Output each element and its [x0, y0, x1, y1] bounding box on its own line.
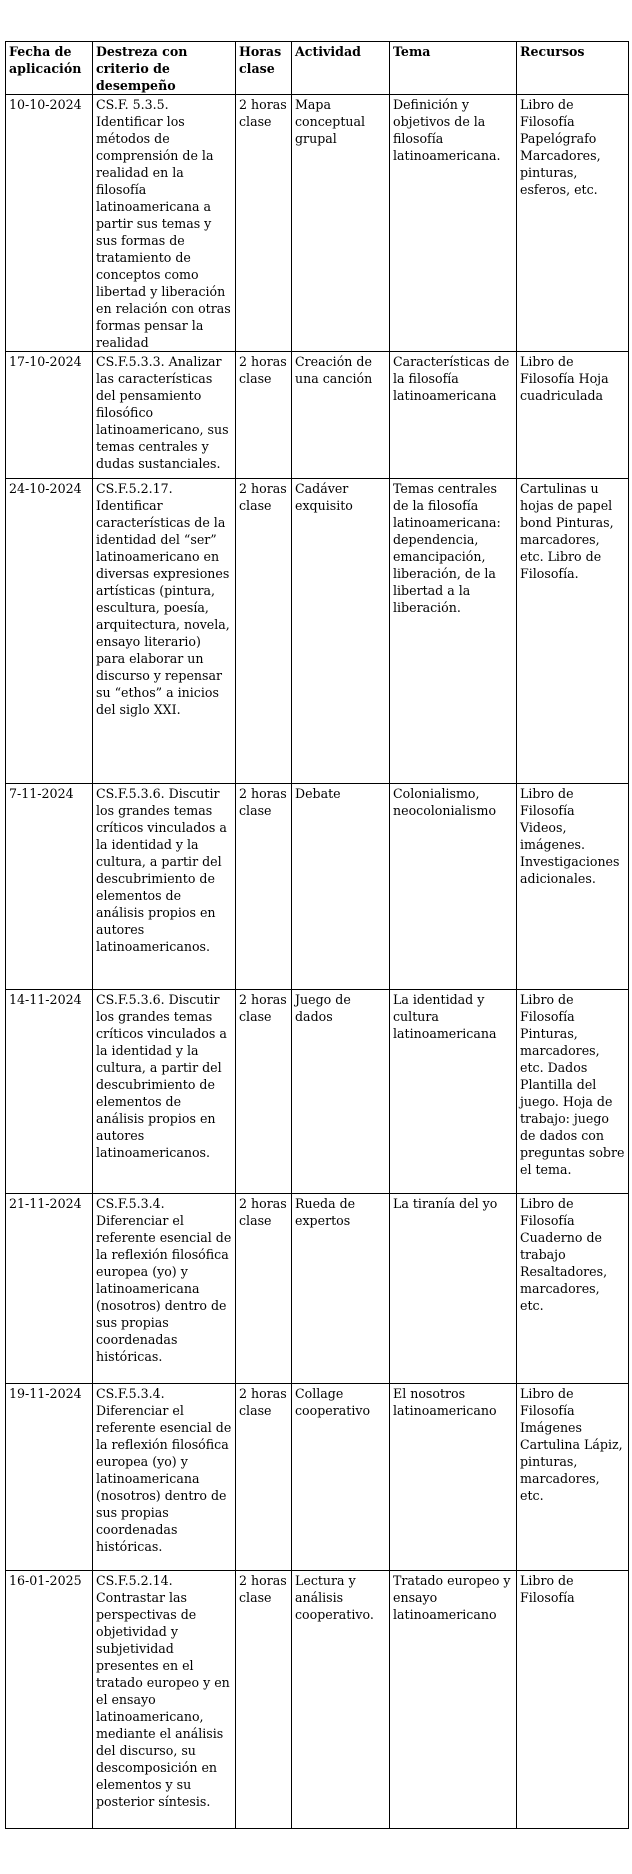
header-fecha: Fecha de aplicación: [6, 42, 93, 95]
cell-tema: Temas centrales de la filosofía latinoamericana: dependencia, emancipación, liberación, de la libertad a la liberación.: [390, 479, 517, 784]
cell-recursos: Libro de Filosofía Pinturas, marcadores, etc. Dados Plantilla del juego. Hoja de trabajo: juego de dados con preguntas sobre el tema.: [517, 990, 629, 1194]
cell-tema: La tiranía del yo: [390, 1194, 517, 1384]
cell-actividad: Debate: [292, 784, 390, 990]
header-recursos: Recursos: [517, 42, 629, 95]
cell-tema: Tratado europeo y ensayo latinoamericano: [390, 1571, 517, 1829]
table-row: [6, 1194, 629, 1384]
cell-destreza: CS.F.5.3.6. Discutir los grandes temas críticos vinculados a la identidad y la cultura, a partir del descubrimiento de elementos de análisis propios en autores latinoamericanos.: [93, 990, 236, 1194]
table-row: [6, 479, 629, 784]
cell-recursos: Libro de Filosofía Imágenes Cartulina Lápiz, pinturas, marcadores, etc.: [517, 1384, 629, 1571]
cell-fecha: 10-10-2024: [6, 95, 93, 352]
cell-horas: 2 horas clase: [236, 990, 292, 1194]
planning-table: [5, 41, 629, 1829]
table-row: [6, 1571, 629, 1829]
cell-recursos: Libro de Filosofía: [517, 1571, 629, 1829]
cell-actividad: Lectura y análisis cooperativo.: [292, 1571, 390, 1829]
cell-destreza: CS.F.5.2.14. Contrastar las perspectivas de objetividad y subjetividad presentes en el tratado europeo y en el ensayo latinoamericano, mediante el análisis del discurso, su descomposición en elementos y su posterior síntesis.: [93, 1571, 236, 1829]
cell-horas: 2 horas clase: [236, 95, 292, 352]
cell-actividad: Mapa conceptual grupal: [292, 95, 390, 352]
header-horas: Horas clase: [236, 42, 292, 95]
cell-horas: 2 horas clase: [236, 1194, 292, 1384]
cell-actividad: Rueda de expertos: [292, 1194, 390, 1384]
cell-fecha: 17-10-2024: [6, 352, 93, 479]
table-row: [6, 1384, 629, 1571]
table-row: [6, 990, 629, 1194]
planning-table-container: [5, 41, 629, 1829]
cell-horas: 2 horas clase: [236, 479, 292, 784]
cell-actividad: Collage cooperativo: [292, 1384, 390, 1571]
cell-recursos: Cartulinas u hojas de papel bond Pinturas, marcadores, etc. Libro de Filosofía.: [517, 479, 629, 784]
cell-destreza: CS.F.5.3.6. Discutir los grandes temas críticos vinculados a la identidad y la cultura, a partir del descubrimiento de elementos de análisis propios en autores latinoamericanos.: [93, 784, 236, 990]
cell-fecha: 7-11-2024: [6, 784, 93, 990]
table-row: [6, 352, 629, 479]
table-row: [6, 784, 629, 990]
cell-horas: 2 horas clase: [236, 784, 292, 990]
cell-horas: 2 horas clase: [236, 1384, 292, 1571]
cell-destreza: CS.F.5.3.3. Analizar las características del pensamiento filosófico latinoamericano, sus temas centrales y dudas sustanciales.: [93, 352, 236, 479]
header-destreza: Destreza con criterio de desempeño: [93, 42, 236, 95]
cell-horas: 2 horas clase: [236, 352, 292, 479]
cell-tema: Colonialismo, neocolonialismo: [390, 784, 517, 990]
cell-fecha: 16-01-2025: [6, 1571, 93, 1829]
cell-fecha: 14-11-2024: [6, 990, 93, 1194]
cell-tema: Definición y objetivos de la filosofía latinoamericana.: [390, 95, 517, 352]
cell-tema: El nosotros latinoamericano: [390, 1384, 517, 1571]
cell-destreza: CS.F.5.3.4. Diferenciar el referente esencial de la reflexión filosófica europea (yo) y latinoamericana (nosotros) dentro de sus propias coordenadas históricas.: [93, 1194, 236, 1384]
header-tema: Tema: [390, 42, 517, 95]
cell-actividad: Cadáver exquisito: [292, 479, 390, 784]
cell-destreza: CS.F. 5.3.5. Identificar los métodos de comprensión de la realidad en la filosofía latinoamericana a partir sus temas y sus formas de tratamiento de conceptos como libertad y liberación en relación con otras formas pensar la realidad: [93, 95, 236, 352]
cell-actividad: Creación de una canción: [292, 352, 390, 479]
table-row: [6, 95, 629, 352]
cell-horas: 2 horas clase: [236, 1571, 292, 1829]
cell-tema: La identidad y cultura latinoamericana: [390, 990, 517, 1194]
cell-destreza: CS.F.5.3.4. Diferenciar el referente esencial de la reflexión filosófica europea (yo) y latinoamericana (nosotros) dentro de sus propias coordenadas históricas.: [93, 1384, 236, 1571]
cell-fecha: 19-11-2024: [6, 1384, 93, 1571]
header-row: [6, 42, 629, 95]
header-actividad: Actividad: [292, 42, 390, 95]
cell-tema: Características de la filosofía latinoamericana: [390, 352, 517, 479]
cell-recursos: Libro de Filosofía Videos, imágenes. Investigaciones adicionales.: [517, 784, 629, 990]
cell-fecha: 21-11-2024: [6, 1194, 93, 1384]
cell-recursos: Libro de Filosofía Hoja cuadriculada: [517, 352, 629, 479]
cell-fecha: 24-10-2024: [6, 479, 93, 784]
cell-destreza: CS.F.5.2.17. Identificar características de la identidad del “ser” latinoamericano en diversas expresiones artísticas (pintura, escultura, poesía, arquitectura, novela, ensayo literario) para elaborar un discurso y repensar su “ethos” a inicios del siglo XXI.: [93, 479, 236, 784]
cell-recursos: Libro de Filosofía Cuaderno de trabajo Resaltadores, marcadores, etc.: [517, 1194, 629, 1384]
cell-actividad: Juego de dados: [292, 990, 390, 1194]
cell-recursos: Libro de Filosofía Papelógrafo Marcadores, pinturas, esferos, etc.: [517, 95, 629, 352]
